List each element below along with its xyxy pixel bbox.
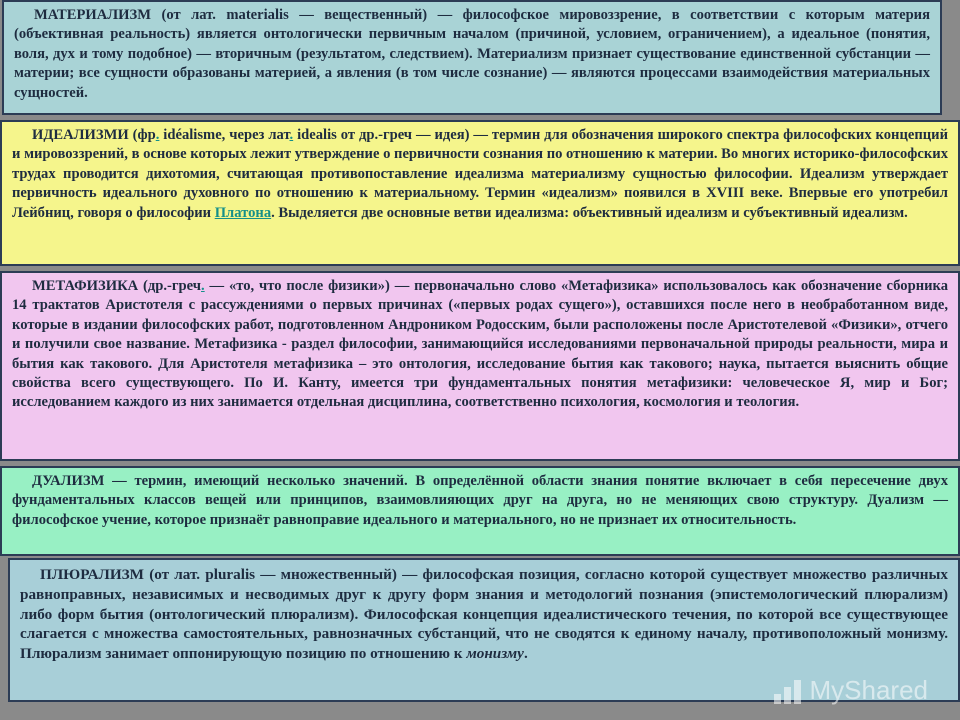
dualism-head: ДУАЛИЗМ <box>32 473 105 489</box>
pluralism-text-a: (от лат. pluralis — множественный) — философская позиция, согласно которой существует множество различных равноправных, независимых и несводимых друг к другу форм знания и методологий познания (эпистемологический плюрализм) либо форм бытия (онтологический плюрализм). Философская концепция идеалистического течения, по которой все существующее слагается с множества самостоятельных, равнозначных субстанций, что не сводятся к единому началу, противоположный монизму. Плюрализм занимает оппонирующую позицию по отношению к <box>20 566 948 663</box>
pluralism-head: ПЛЮРАЛИЗМ <box>40 566 145 583</box>
idealism-box <box>0 120 960 266</box>
dualism-text <box>12 472 948 530</box>
metaphysics-text-b: — «то, что после физики») — первоначально слово «Метафизика» использовалось как обозначение сборника 14 трактатов Аристотеля с рассуждениями о первых причинах («первых родах сущего»), оставшихся после него в необработанном виде, которые в издании философских работ, подготовленном Андроником Родосским, были расположены после Аристотелевой «Физики», отчего и получили свое название. Метафизика - раздел философии, занимающийся исследованиями первоначальной природы реальности, мира и бытия как такового. Для Аристотеля метафизика – это онтология, исследование бытия как такового; наука, пытается выяснить общие свойства всего существующего. По И. Канту, имеется три фундаментальных понятия метафизики: человеческое Я, мир и Бог; исследованием каждого из них занимается отдельная дисциплина, соответственно психология, космология и теология. <box>12 278 948 411</box>
idealism-text-b: idéalisme, через лат <box>159 127 290 143</box>
idealism-link-lat[interactable]: . <box>289 127 294 143</box>
watermark-text: MyShared <box>809 675 928 705</box>
idealism-head: ИДЕАЛИЗМИ <box>32 127 129 143</box>
monism-emphasis: монизму <box>466 645 524 663</box>
idealism-text-a: (фр <box>128 127 156 143</box>
materialism-text <box>14 6 930 103</box>
metaphysics-box <box>0 271 960 461</box>
materialism-head: МАТЕРИАЛИЗМ <box>34 7 152 23</box>
pluralism-text-b: . <box>523 645 528 663</box>
pluralism-box <box>8 558 960 702</box>
idealism-link-fr[interactable]: . <box>155 127 160 143</box>
metaphysics-text <box>12 277 948 413</box>
metaphysics-link-greek[interactable]: . <box>201 278 205 294</box>
idealism-text-d: . Выделяется две основные ветви идеализма: объективный идеализм и субъективный идеализм. <box>271 204 908 221</box>
idealism-text <box>12 126 948 223</box>
metaphysics-text-a: (др.-греч <box>138 278 202 294</box>
materialism-definition: (от лат. materialis — вещественный) — философское мировоззрение, в соответствии с которым материя (объективная реальность) является онтологически первичным началом (причиной, условием, ограничением), а идеальное (понятия, воля, дух и тому подобное) — вторичным (результатом, следствием). Материализм признает существование единственной субстанции — материи; все сущности образованы материей, а явления (в том числе сознание) — являются процессами взаимодействия материальных сущностей. <box>14 7 930 101</box>
dualism-definition: — термин, имеющий несколько значений. В определённой области знания понятие включает в себя пересечение двух фундаментальных классов вещей или принципов, взаимовлияющих друг на друга, но не меняющих свою структуру. Дуализм — философское учение, которое признаёт равноправие идеального и материального, но не признает их относительность. <box>12 473 948 528</box>
pluralism-text <box>20 565 948 664</box>
plato-link[interactable]: Платона <box>214 204 272 221</box>
idealism-text-c: idealis от др.-греч — идея) — термин для обозначения широкого спектра философских концепций и мировоззрений, в основе которых лежит утверждение о первичности сознания по отношению к материи. Во многих историко-философских трудах проводится дихотомия, считающая противопоставление идеализма материализму сущностью философии. Идеализм утверждает первичность идеального духовного по отношению к материальному. Термин «идеализм» появился в XVIII веке. Впервые его употребил Лейбниц, говоря о философии <box>12 127 948 221</box>
materialism-box <box>2 0 942 115</box>
metaphysics-head: МЕТАФИЗИКА <box>32 278 139 294</box>
dualism-box <box>0 466 960 556</box>
